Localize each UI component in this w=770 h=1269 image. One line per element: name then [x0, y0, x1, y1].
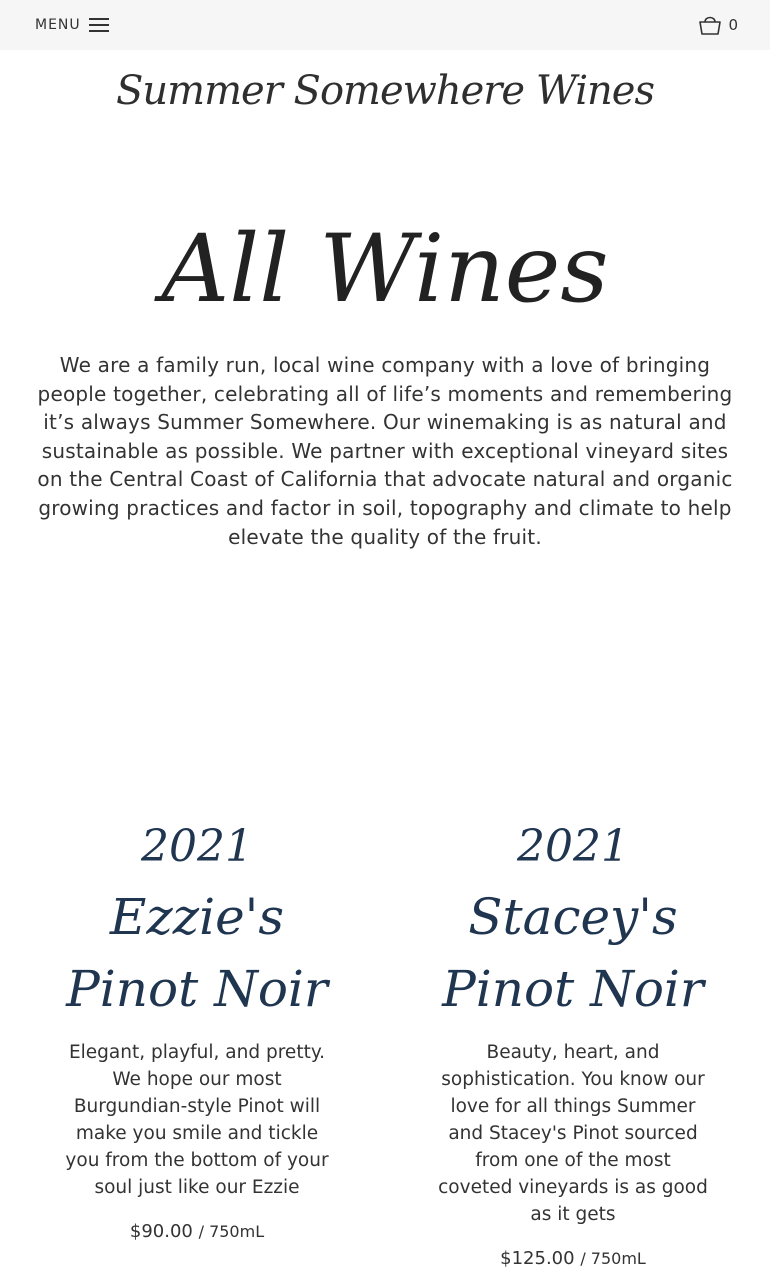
product-year: 2021	[517, 821, 629, 872]
top-bar	[0, 0, 770, 50]
product-card[interactable]	[52, 815, 342, 1242]
product-price: $90.00	[129, 1221, 193, 1242]
product-name[interactable]: Stacey's Pinot Noir	[442, 888, 704, 1018]
intro-text: We are a family run, local wine company with a love of bringing people together, celebrating all of life’s moments and remembering it’s always Summer Somewhere. Our winemaking is as natural and sustainable as possible. We partner with exceptional vineyard sites on the Central Coast of California that advocate natural and organic growing practices and factor in soil, topography and climate to help elevate the quality of the fruit.	[37, 353, 733, 549]
product-card[interactable]	[428, 815, 718, 1269]
product-description: Beauty, heart, and sophistication. You know our love for all things Summer and Stacey's Pinot sourced from one of the most coveted vineyards is as good as it gets	[438, 1042, 708, 1225]
cart-count: 0	[728, 16, 738, 34]
hamburger-icon	[89, 17, 109, 33]
product-unit: / 750mL	[198, 1222, 265, 1241]
cart-button[interactable]	[698, 12, 738, 38]
product-price-line	[428, 1248, 718, 1269]
product-description: Elegant, playful, and pretty. We hope our most Burgundian-style Pinot will make you smile and tickle you from the bottom of your soul just like our Ezzie	[65, 1042, 329, 1198]
product-year: 2021	[141, 821, 253, 872]
product-name[interactable]: Ezzie's Pinot Noir	[66, 888, 328, 1018]
menu-label: MENU	[35, 17, 81, 33]
brand-logo[interactable]: Summer Somewhere Wines	[116, 68, 654, 114]
menu-button[interactable]	[35, 14, 109, 36]
product-unit: / 750mL	[580, 1249, 646, 1268]
page-title: All Wines	[161, 215, 609, 324]
basket-icon	[698, 14, 722, 36]
product-price-line	[52, 1221, 342, 1242]
product-price: $125.00	[500, 1248, 575, 1269]
